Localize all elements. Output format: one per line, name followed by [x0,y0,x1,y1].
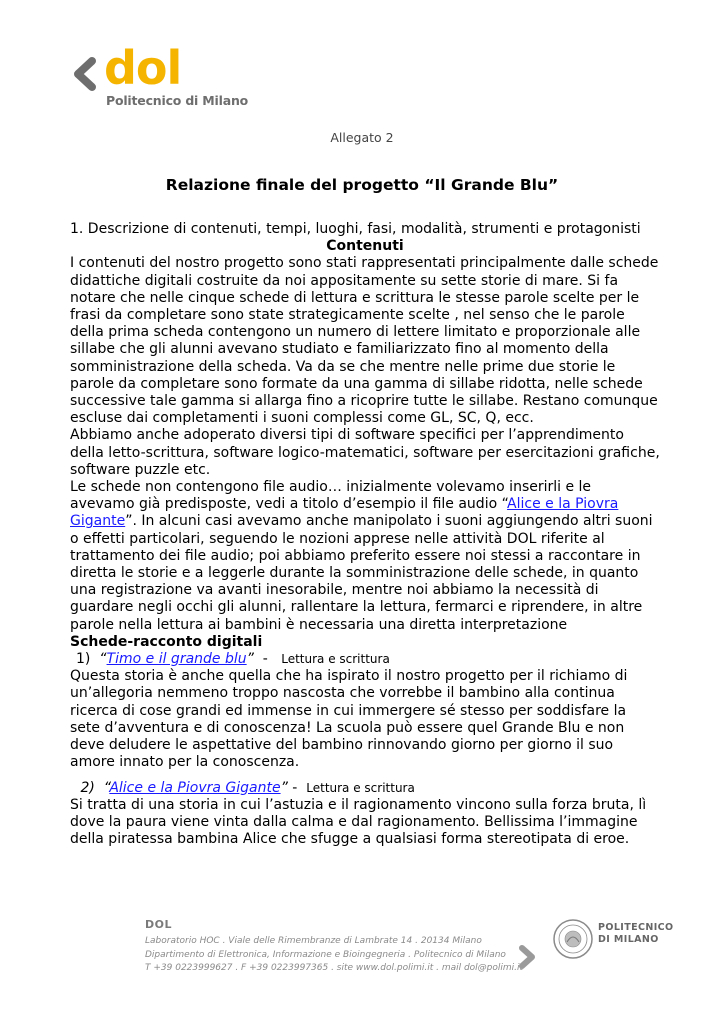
story-1-close-quote: ” [246,651,254,668]
document-body [70,221,660,848]
story-2-close-quote: ” [280,779,288,796]
logo-wordmark: dol [104,41,182,95]
story-1-link[interactable]: Timo e il grande blu [106,651,247,668]
story-2-number: 2) [80,779,95,796]
story-2-dash: - [287,779,302,796]
contenuti-heading: Contenuti [326,238,404,255]
story-1-description: Questa storia è anche quella che ha ispirato il nostro progetto per il richiamo di un’allegoria nemmeno troppo nascosta che vorrebbe il bambino alla continua ricerca di cose grandi ed immense in cui immergere sé stesso per soddisfare la sete d’avventura e di conoscenza! La scuola può essere quel Grande Blu e non deve deludere le aspettative del bambino rinnovando giorno per giorno il suo amore innato per la conoscenza. [70,668,628,771]
story-1-type: Lettura e scrittura [281,652,390,667]
para3-text-before: Le schede non contengono file audio… inizialmente volevamo inserirli e le avevamo già predisposte, vedi a titolo d’esempio il file audio “ [70,479,592,513]
chevron-right-icon [516,944,538,970]
story-1-line [70,651,660,668]
page-footer [145,918,565,998]
chevron-left-icon [70,57,98,91]
politecnico-line-1: POLITECNICO [598,922,674,933]
contenuti-paragraph-2: Abbiamo anche adoperato diversi tipi di software specifici per l’apprendimento della letto-scrittura, software logico-matematici, software per esercitazioni grafiche, software puzzle etc. [70,427,660,478]
story-2-link[interactable]: Alice e la Piovra Gigante [109,779,281,796]
attachment-label: Allegato 2 [330,130,394,145]
story-1-dash: - [253,651,277,668]
footer-address: Laboratorio HOC . Viale delle Rimembranze di Lambrate 14 . 20134 Milano [145,936,482,946]
contenuti-paragraph-1: I contenuti del nostro progetto sono stati rappresentati principalmente dalle schede didattiche digitali costruite da noi appositamente su sette storie di mare. Si fa notare che nelle cinque schede di lettura e scrittura le stesse parole scelte per le frasi da completare sono state strategicamente scelte , nel senso che le parole della prima scheda contengono un numero di lettere limitato e proporzionale alle sillabe che gli alunni avevano studiato e familiarizzato fino al momento della somministrazione della scheda. Va da se che mentre nelle prime due storie le parole da completare sono formate da una gamma di sillabe ridotta, nelle schede successive tale gamma si allarga fino a ricoprire tutte le sillabe. Restano comunque escluse dai completamenti i suoni complessi come GL, SC, Q, ecc. [70,255,659,427]
politecnico-wordmark [598,922,674,946]
story-1-open-quote: “ [99,651,107,668]
footer-department: Dipartimento di Elettronica, Informazione e Bioingegneria . Politecnico di Milano [145,949,506,960]
footer-contacts: T +39 0223999627 . F +39 0223997365 . site www.dol.polimi.it . mail dol@polimi.it [145,963,524,973]
contenuti-paragraph-3 [70,479,660,634]
story-2-type: Lettura e scrittura [306,780,415,795]
alice-audio-link[interactable]: Alice e la Piovra Gigante [70,496,619,530]
document-title: Relazione finale del progetto “Il Grande Blu” [165,176,559,194]
politecnico-seal-icon [552,918,594,960]
section-heading-1: 1. Descrizione di contenuti, tempi, luoghi, fasi, modalità, strumenti e protagonisti [70,221,641,237]
para3-text-after: ”. In alcuni casi avevamo anche manipolato i suoni aggiungendo altri suoni o effetti particolari, seguendo le nozioni apprese nelle attività DOL riferite al trattamento dei file audio; poi abbiamo preferito essere noi stessi a raccontare in diretta le storie e a leggerle durante la somministrazione delle schede, in quanto una registrazione va avanti inesorabile, mentre noi abbiamo la necessità di guardare negli occhi gli alunni, rallentare la lettura, fermarci e riprendere, in altre parole nella lettura ai bambini è necessaria una diretta interpretazione [70,513,653,633]
logo-subtitle: Politecnico di Milano [106,93,249,108]
story-1-number: 1) [76,651,91,668]
dol-logo [70,41,270,115]
politecnico-line-2: DI MILANO [598,934,659,945]
story-2-open-quote: “ [103,779,110,796]
story-2-description: Si tratta di una storia in cui l’astuzia e il ragionamento vincono sulla forza bruta, lì dove la paura viene vinta dalla calma e dal ragionamento. Bellissima l’immagine della piratessa bambina Alice che sfugge a qualsiasi forma stereotipata di eroe. [70,796,647,848]
footer-brand: DOL [145,918,172,931]
schede-heading: Schede-racconto digitali [70,633,263,650]
story-2-line [70,780,660,797]
